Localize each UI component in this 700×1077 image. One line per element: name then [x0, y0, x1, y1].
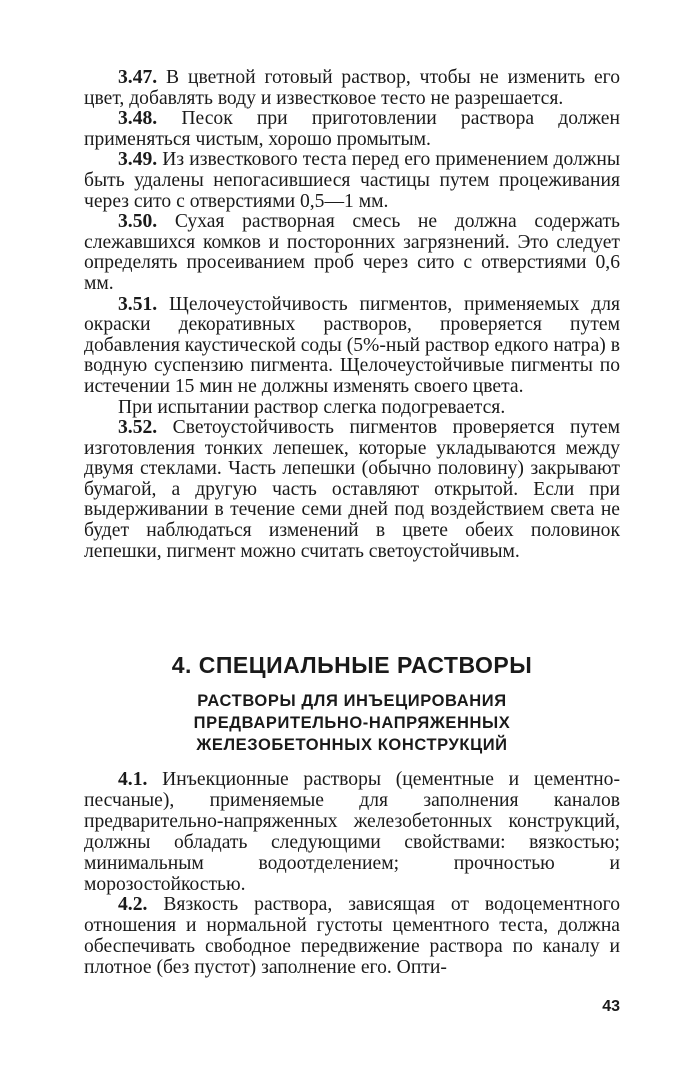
- paragraph-text: Вязкость раствора, зависящая от водоцементного отношения и нормальной густоты цементного теста, должна обеспечивать свободное передвижение раствора по каналу и плотное (без пустот) заполнение его. Опти-: [84, 894, 620, 979]
- paragraph-number: 3.47.: [118, 67, 158, 88]
- paragraph-text: Светоустойчивость пигментов проверяется путем изготовления тонких лепешек, которые укладываются между двумя стеклами. Часть лепешки (обычно половину) закрывают бумагой, а другую часть оставляют открытой. Если при выдерживании в течение семи дней под воздействием света не будет наблюдаться изменений в цвете обеих половинок лепешки, пигмент можно считать светоустойчивым.: [84, 417, 620, 562]
- paragraph-3-51: [84, 295, 620, 398]
- paragraph-text: Песок при приготовлении раствора должен применяться чистым, хорошо промытым.: [84, 108, 620, 150]
- subsection-title-line: ПРЕДВАРИТЕЛЬНО-НАПРЯЖЕННЫХ: [193, 714, 511, 732]
- paragraph-3-52: [84, 418, 620, 562]
- paragraph-text: Инъекционные растворы (цементные и цементно-песчаные), применяемые для заполнения каналов предварительно-напряженных железобетонных конструкций, должны обладать следующими свойствами: вязкостью; минимальным водоотделением; прочностью и морозостойкостью.: [84, 769, 620, 895]
- paragraph-3-47: [84, 68, 620, 109]
- body-text-upper: [84, 68, 620, 562]
- paragraph-text: Щелочеустойчивость пигментов, применяемых для окраски декоративных растворов, проверяется путем добавления каустической соды (5%-ный раствор едкого натра) в водную суспензию пигмента. Щелочеустойчивые пигменты по истечении 15 мин не должны изменять своего цвета.: [84, 293, 620, 397]
- paragraph-3-48: [84, 109, 620, 150]
- paragraph-text: При испытании раствор слегка подогревается.: [118, 396, 506, 418]
- paragraph-note: [84, 398, 620, 419]
- paragraph-text: Из известкового теста перед его применением должны быть удалены непогасившиеся частицы путем процеживания через сито с отверстиями 0,5—1 мм.: [84, 149, 620, 212]
- paragraph-number: 3.49.: [118, 149, 158, 171]
- body-text-lower: [84, 770, 620, 979]
- paragraph-3-50: [84, 212, 620, 294]
- paragraph-text: Сухая растворная смесь не должна содержать слежавшихся комков и посторонних загрязнений. Это следует определять просеиванием проб через сито с отверстиями 0,6 мм.: [84, 211, 620, 294]
- page-number: 43: [602, 998, 620, 1015]
- paragraph-number: 3.50.: [118, 211, 158, 233]
- paragraph-number: 4.1.: [118, 769, 148, 790]
- paragraph-number: 3.51.: [118, 293, 158, 315]
- paragraph-number: 3.48.: [118, 108, 158, 130]
- subsection-title-line: ЖЕЛЕЗОБЕТОННЫХ КОНСТРУКЦИЙ: [196, 736, 508, 754]
- paragraph-number: 3.52.: [118, 417, 158, 439]
- paragraph-4-2: [84, 895, 620, 979]
- subsection-title-line: РАСТВОРЫ ДЛЯ ИНЪЕЦИРОВАНИЯ: [197, 692, 507, 710]
- section-title: 4. СПЕЦИАЛЬНЫЕ РАСТВОРЫ: [171, 652, 533, 678]
- paragraph-4-1: [84, 770, 620, 895]
- paragraph-3-49: [84, 150, 620, 212]
- paragraph-text: В цветной готовый раствор, чтобы не изменить его цвет, добавлять воду и известковое тесто не разрешается.: [84, 67, 620, 109]
- paragraph-number: 4.2.: [118, 894, 148, 916]
- subsection-title: [84, 690, 620, 756]
